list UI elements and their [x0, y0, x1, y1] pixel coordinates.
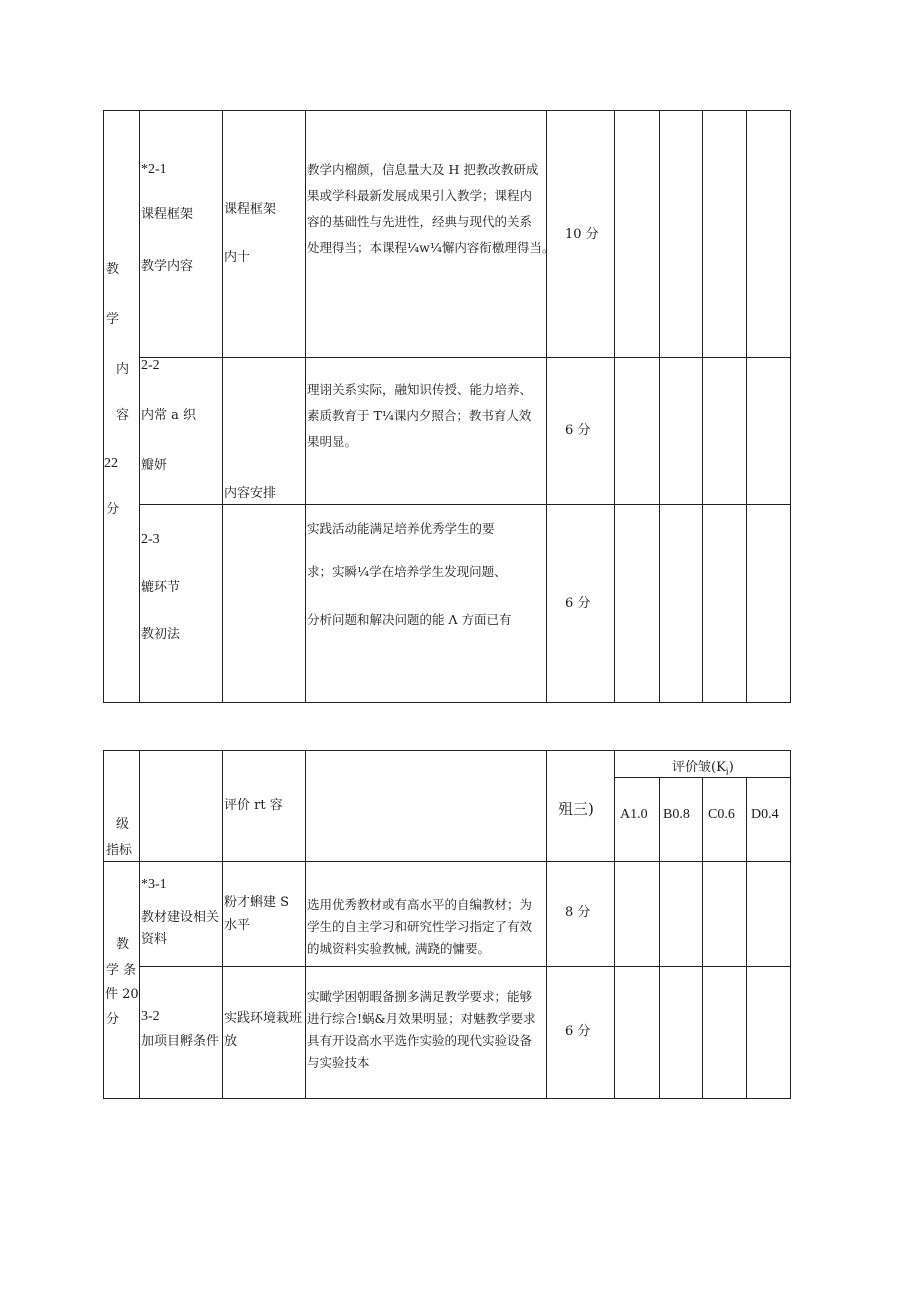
description-line: 处理得当；本课程¼w¼懈内容衔檄理得当。: [307, 240, 555, 255]
secondary-indicator: 课程框架: [141, 207, 194, 222]
description-line: 理诩关系实际，融知识传授、能力培养、: [307, 382, 533, 397]
description-line: 具有开设高水平选作实验的现代实验设备: [307, 1033, 533, 1048]
description-line: 果明显。: [307, 434, 358, 449]
category-char: 教: [106, 262, 120, 277]
category-score: 22: [104, 456, 118, 471]
secondary-indicator: 辘环节: [141, 580, 181, 595]
evaluation-description: [307, 894, 532, 960]
evaluation-description: [307, 377, 532, 455]
category-char: 内: [116, 362, 130, 377]
evaluation-point: 内十: [224, 250, 251, 265]
description-line: 选用优秀教材或有高水平的自编教材；为: [307, 897, 533, 912]
category-char: 教: [116, 937, 130, 952]
indicator-code: *2-1: [141, 162, 167, 177]
score-value: 6 分: [565, 423, 591, 438]
secondary-indicator: 资料: [141, 932, 168, 947]
evaluation-description: [307, 157, 554, 261]
evaluation-point: 实践环境栽班: [224, 1011, 303, 1026]
header-content: 评价 rt 容: [224, 798, 283, 813]
description-line: 实瞰学困朝暇备捌多满足教学要求；能够: [307, 989, 533, 1004]
header-level: 指标: [106, 843, 133, 858]
grade-d: D0.4: [751, 807, 779, 822]
secondary-indicator: 教初法: [141, 627, 181, 642]
evaluation-description: [307, 986, 536, 1074]
evaluation-point: 粉才蝌建 S: [224, 895, 290, 910]
evaluation-point: 放: [224, 1034, 238, 1049]
description-line: 容的基础性与先进性，经典与现代的关系: [307, 214, 533, 229]
grade-a: A1.0: [620, 807, 648, 822]
description-line: 的城资料实验教械, 满跷的慵要。: [307, 941, 490, 956]
grade-b: B0.8: [663, 807, 690, 822]
indicator-code: 3-2: [141, 1009, 160, 1024]
score-value: 6 分: [565, 1024, 591, 1039]
description-line: 求；实瞬¼学在培养学生发现问题、: [307, 564, 507, 579]
header-grade-title: [672, 760, 734, 781]
description-line: 教学内榴颜，信息量大及 H 把教改教研成: [307, 162, 539, 177]
category-char: 学 条: [106, 963, 137, 978]
description-line: 与实验技本: [307, 1055, 370, 1070]
indicator-code: 2-3: [141, 532, 160, 547]
description-line: 进行综合!蜗&月效果明显；对魅教学要求: [307, 1011, 536, 1026]
grade-title-prefix: 评价皱(K: [672, 760, 726, 775]
evaluation-point: 内容安排: [224, 486, 277, 501]
description-line: 实践活动能满足培养优秀学生的要: [307, 521, 495, 536]
indicator-code: 2-2: [141, 358, 160, 373]
header-score: 殂三): [558, 800, 594, 818]
category-char: 容: [116, 408, 130, 423]
description-line: 素质教育于 T¼课内夕照合；教书育人效: [307, 408, 532, 423]
grade-title-suffix: ): [728, 760, 734, 775]
evaluation-point: 水平: [224, 918, 251, 933]
header-level: 级: [116, 817, 130, 832]
category-char: 件 20: [105, 987, 139, 1002]
secondary-indicator: 瓣妍: [141, 458, 168, 473]
evaluation-point: 课程框架: [224, 202, 277, 217]
category-char: 分: [106, 1012, 120, 1027]
score-value: 10 分: [565, 227, 599, 242]
evaluation-description: [307, 516, 511, 638]
indicator-code: *3-1: [141, 877, 167, 892]
secondary-indicator: 内常 a 织: [141, 408, 197, 423]
grade-title-sub: i: [725, 767, 729, 778]
secondary-indicator: 加项目孵条件: [141, 1034, 220, 1049]
grade-c: C0.6: [708, 807, 735, 822]
score-value: 6 分: [565, 596, 591, 611]
score-value: 8 分: [565, 905, 591, 920]
description-line: 学生的自主学习和研究性学习指定了有效: [307, 919, 533, 934]
description-line: 果或学科最新发展成果引入教学；课程内: [307, 188, 533, 203]
category-char: 学: [106, 312, 120, 327]
description-line: 分析问题和解决问题的能 Λ 方面已有: [307, 612, 512, 627]
secondary-indicator: 教材建设相关: [141, 910, 220, 925]
category-char: 分: [106, 502, 120, 517]
secondary-indicator: 教学内容: [141, 259, 194, 274]
